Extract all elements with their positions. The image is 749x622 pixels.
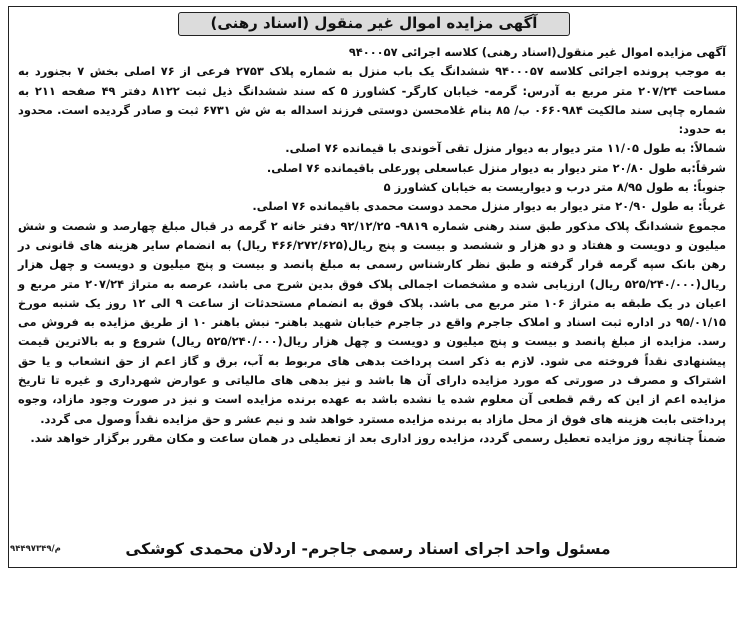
notice-code: م/۹۴۴۹۷۳۴۹ xyxy=(10,544,61,554)
bound-west: غرباً: به طول ۲۰/۹۰ متر دیوار به دیوار منزل محمد دوست محمدی باقیمانده ۷۶ اصلی. xyxy=(252,199,726,214)
bounds-heading: محدود به حدود: xyxy=(18,102,726,137)
bound-south: جنوباً: به طول ۸/۹۵ متر درب و دیواریست به خیابان کشاورز ۵ xyxy=(383,180,726,195)
notice-body xyxy=(18,43,726,448)
notice-title: آگهی مزایده اموال غیر منقول (اسناد رهنی) xyxy=(178,12,570,36)
property-description: به موجب پرونده اجرائی کلاسه ۹۴۰۰۰۵۷ ششدانگ یک باب منزل به شماره پلاک ۲۷۵۳ فرعی از ۷۶ اصلی بخش ۷ بجنورد به مساحت ۲۰۷/۲۴ متر مربع به آدرس: گرمه- خیابان کارگر- کشاورز ۵ که سند ششدانگ ذیل ثبت ۸۱۲۲ دفتر ۴۹ صفحه ۲۱۱ به شماره چاپی سند مالکیت ۰۶۶۰۹۸۴ ب/ ۸۵ بنام غلامحسن دوستی فرزند اسداله به ش ش ۶۷۳۱ ثبت و صادر گردیده است. محدود به حدود: xyxy=(18,64,727,137)
bound-north: شمالاً: به طول ۱۱/۰۵ متر دیوار به دیوار منزل تقی آخوندی با قیمانده ۷۶ اصلی. xyxy=(285,141,726,156)
signature: مسئول واحد اجرای اسناد رسمی جاجرم- اردلان محمدی کوشکی xyxy=(125,540,611,558)
holiday-note: ضمناً چنانچه روز مزایده تعطیل رسمی گردد، مزایده روز اداری بعد از تعطیلی در همان ساعت و مکان مقرر برگزار خواهد شد. xyxy=(30,430,726,445)
auction-details: مجموع ششدانگ پلاک مذکور طبق سند رهنی شماره ۹۸۱۹- ۹۲/۱۲/۲۵ دفتر خانه ۲ گرمه در قبال مبلغ چهارصد و شصت و شش میلیون و دویست و هفتاد و دو هزار و ششصد و بیست و پنج ریال(۴۶۶/۲۷۲/۶۲۵ ریال) به انضمام سایر هزینه های قانونی در رهن بانک سپه گرمه قرار گرفته و طبق نظر کارشناس رسمی به مبلغ پانصد و بیست و پنج میلیون و دویست و چهل هزار ریال(۵۲۵/۲۴۰/۰۰۰ ریال) ارزیابی شده و مشخصات اجمالی پلاک فوق بدین شرح می باشد، عرصه به متراژ ۲۰۷/۲۴ متر مربع و اعیان در یک طبقه به متراژ ۱۰۶ متر مربع می باشد. پلاک فوق به انضمام مستحدثات از ساعت ۹ الی ۱۲ روز یک شنبه مورخ ۹۵/۰۱/۱۵ در اداره ثبت اسناد و املاک جاجرم واقع در جاجرم خیابان شهید باهنر- نبش باهنر ۱۰ از طریق مزایده به فروش می رسد. مزایده از مبلغ پانصد و بیست و پنج میلیون و دویست و چهل هزار ریال(۵۲۵/۲۴۰/۰۰۰ ریال) شروع و به بالاترین قیمت پیشنهادی نقداً فروخته می شود. لازم به ذکر است پرداخت بدهی های مربوط به آب، برق و گاز اعم از حق انشعاب و یا حق اشتراک و مصرف در صورتی که مورد مزایده دارای آن ها باشد و نیز بدهی های مالیاتی و عوارض شهرداری و غیره تا تاریخ مزایده اعم از این که رقم قطعی آن معلوم شده یا نشده باشد به عهده برنده مزایده است و نیز در صورت وجود مازاد، وجوه پرداختی بابت هزینه های فوق از محل مازاد به برنده مزایده مسترد خواهد شد و نیم عشر و حق مزایده نقداً وصول می گردد. xyxy=(18,218,727,426)
case-line: آگهی مزایده اموال غیر منقول(اسناد رهنی) کلاسه اجرائی ۹۴۰۰۰۵۷ xyxy=(348,45,726,59)
bound-east: شرقاً:به طول ۲۰/۸۰ متر دیوار به دیوار منزل عباسعلی پورعلی باقیمانده ۷۶ اصلی. xyxy=(266,160,726,175)
